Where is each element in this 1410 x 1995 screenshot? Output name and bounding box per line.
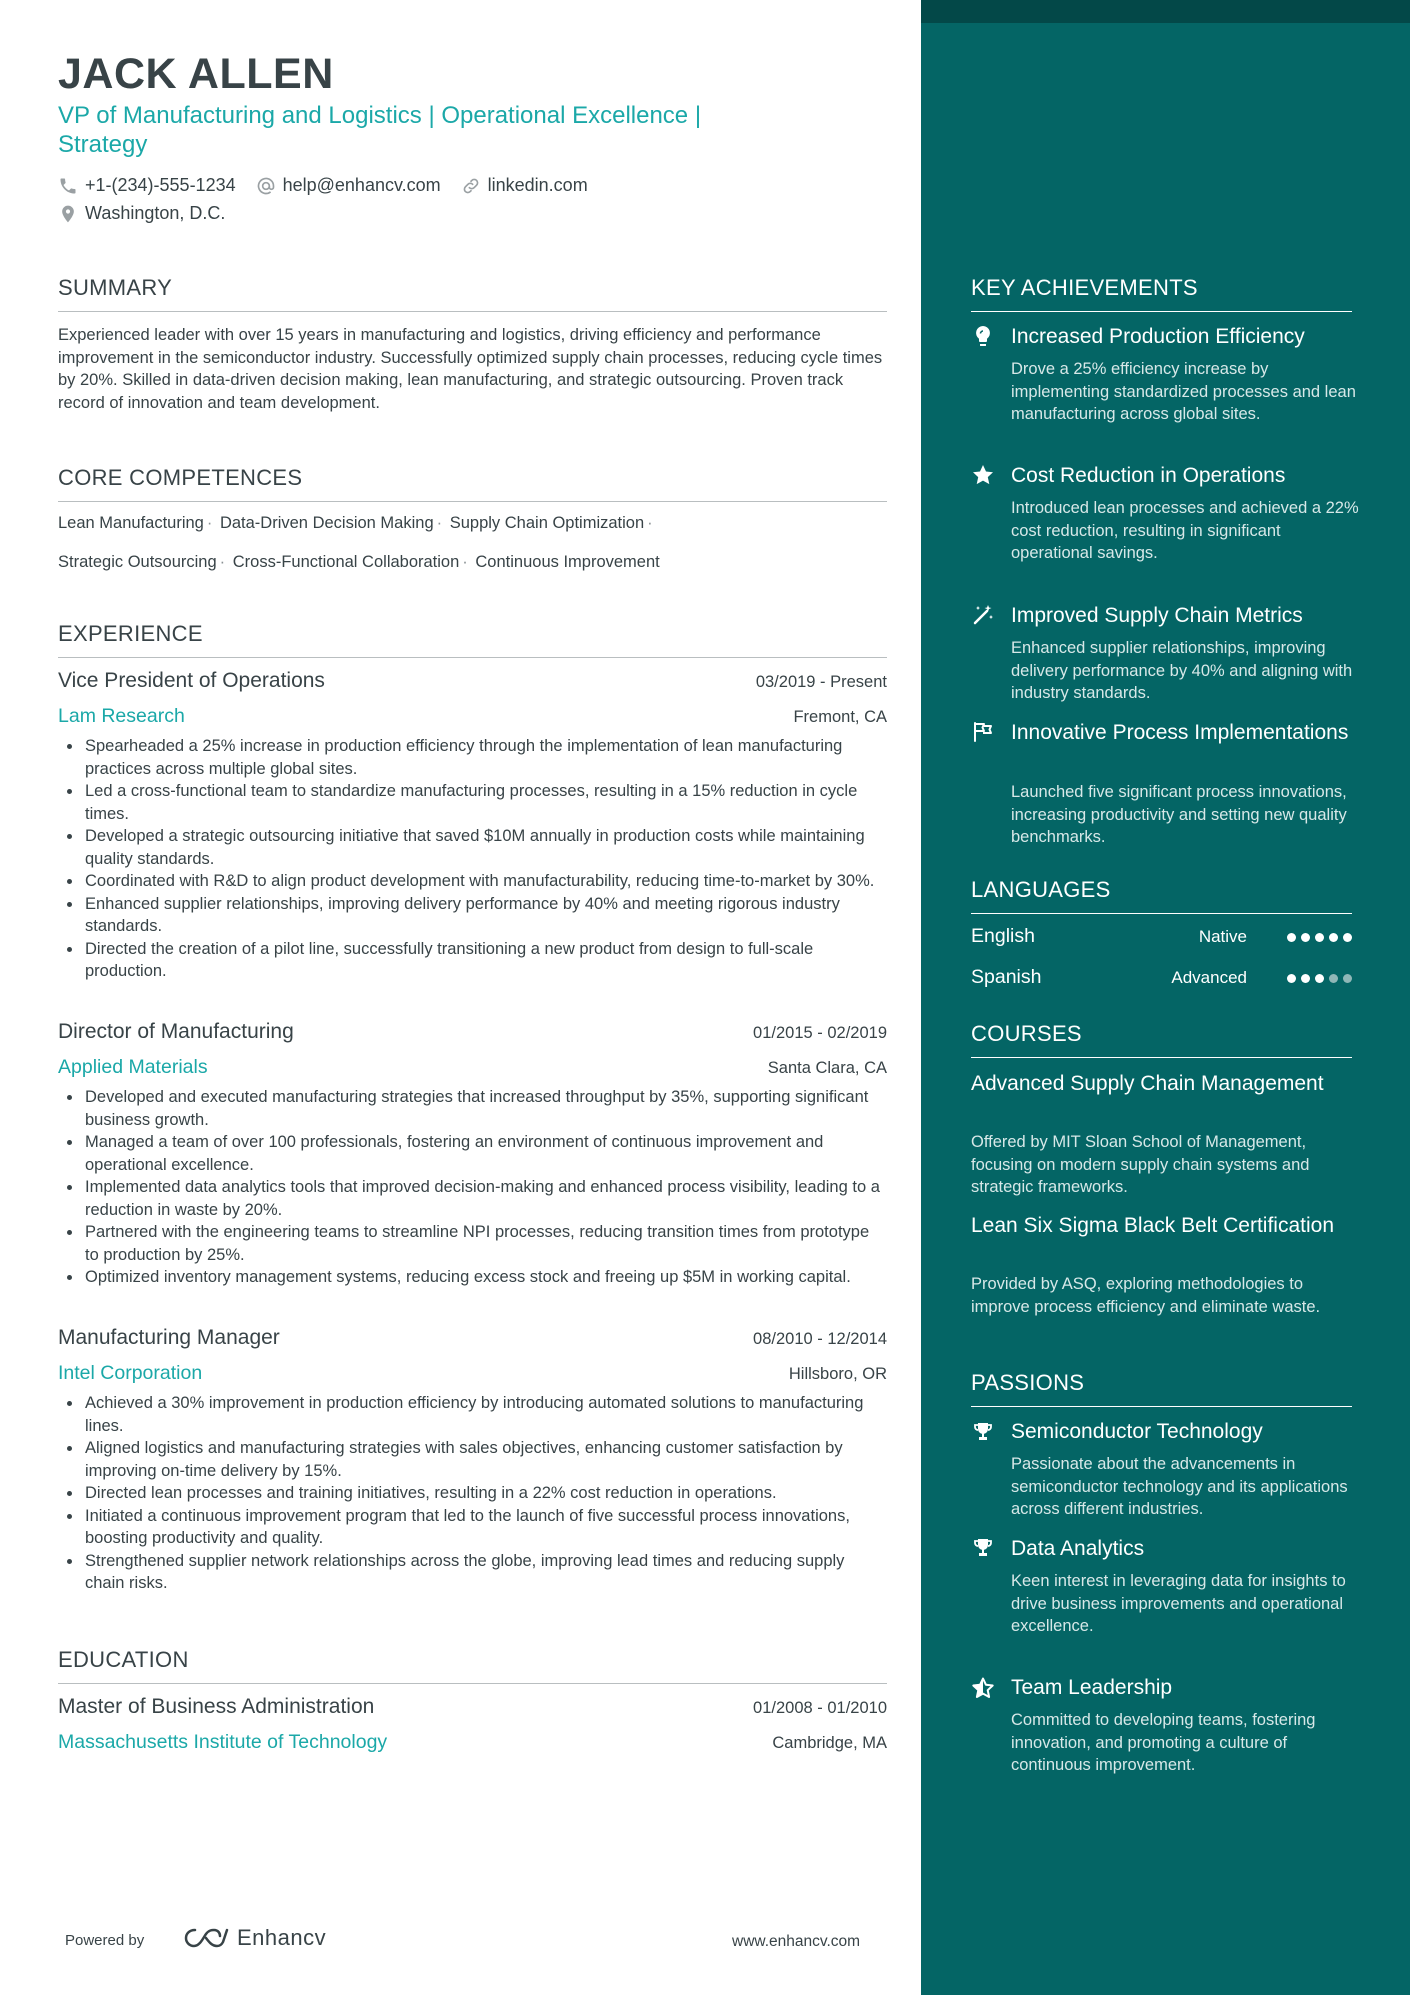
job-header (58, 669, 887, 693)
school-location: Cambridge, MA (772, 1734, 887, 1752)
job-dates: 03/2019 - Present (755, 673, 887, 691)
linkedin-text: linkedin.com (487, 175, 588, 195)
competence-item: Strategic Outsourcing (58, 553, 217, 571)
job-dates: 08/2010 - 12/2014 (753, 1330, 887, 1348)
competences-heading: CORE COMPETENCES (58, 465, 887, 502)
job-bullet: Led a cross-functional team to standardize manufacturing processes, resulting in a 15% reduction in cycle times. (58, 780, 887, 825)
job-bullet: Spearheaded a 25% increase in production efficiency through the implementation of lean manufacturing practices across multiple global sites. (58, 735, 887, 780)
job-company-row (58, 1056, 887, 1079)
achievement-title: Innovative Process Implementations (1011, 721, 1349, 744)
powered-by-text: Powered by (65, 1932, 145, 1949)
phone-contact[interactable] (58, 175, 236, 196)
job-bullet: Directed lean processes and training initiatives, resulting in a 22% cost reduction in operations. (58, 1482, 887, 1505)
language-name: Spanish (971, 966, 1042, 988)
job-bullets (58, 1392, 887, 1595)
language-level: Advanced (1171, 968, 1247, 987)
location-contact (58, 203, 225, 224)
courses-heading: COURSES (971, 1021, 1352, 1058)
location-row (58, 203, 245, 224)
competence-item: Cross-Functional Collaboration (232, 553, 460, 571)
job-bullet: Developed and executed manufacturing strategies that increased throughput by 35%, supporting significant business growth. (58, 1086, 887, 1131)
rating-dot (1301, 933, 1310, 942)
rating-dot (1287, 933, 1296, 942)
job-bullet: Initiated a continuous improvement program that led to the launch of five successful process innovations, boosting productivity and quality. (58, 1505, 887, 1550)
job-bullet: Achieved a 30% improvement in production efficiency by introducing automated solutions to manufacturing lines. (58, 1392, 887, 1437)
school-name: Massachusetts Institute of Technology (58, 1731, 388, 1753)
job-title: Director of Manufacturing (58, 1020, 294, 1043)
at-icon (256, 176, 276, 196)
location-pin-icon (58, 204, 78, 224)
job-title: Vice President of Operations (58, 669, 325, 692)
language-rating (1282, 974, 1352, 983)
job-location: Santa Clara, CA (767, 1059, 887, 1077)
passion-desc: Committed to developing teams, fostering innovation, and promoting a culture of continuous improvement. (1011, 1711, 1316, 1774)
job-title: Manufacturing Manager (58, 1326, 280, 1349)
education-header (58, 1695, 887, 1719)
enhancv-logo[interactable] (183, 1925, 326, 1951)
trophy-icon (971, 1420, 995, 1444)
language-name: English (971, 925, 1035, 947)
competence-item: Supply Chain Optimization (449, 514, 645, 532)
email-text: help@enhancv.com (282, 175, 441, 195)
trophy-icon (971, 1536, 995, 1560)
competences-line-2: Strategic Outsourcing · Cross-Functional Collaboration · Continuous Improvement (58, 553, 660, 571)
languages-heading: LANGUAGES (971, 877, 1352, 914)
education-dates: 01/2008 - 01/2010 (753, 1699, 887, 1717)
achievement-title: Improved Supply Chain Metrics (1011, 604, 1303, 627)
job-bullets (58, 735, 887, 983)
rating-dot (1343, 974, 1352, 983)
summary-heading: SUMMARY (58, 275, 887, 312)
star-icon (971, 463, 995, 487)
job-bullet: Optimized inventory management systems, reducing excess stock and freeing up $5M in working capital. (58, 1266, 887, 1289)
contact-row (58, 175, 608, 196)
job-company-row (58, 1362, 887, 1385)
passion-desc: Passionate about the advancements in semiconductor technology and its applications across different industries. (1011, 1455, 1348, 1518)
achievement-title: Cost Reduction in Operations (1011, 464, 1286, 487)
language-level: Native (1198, 927, 1247, 946)
passion-title: Semiconductor Technology (1011, 1420, 1263, 1443)
rating-dot (1329, 974, 1338, 983)
degree-title: Master of Business Administration (58, 1695, 375, 1718)
job-bullet: Managed a team of over 100 professionals, fostering an environment of continuous improvement and operational excellence. (58, 1131, 887, 1176)
achievement-desc: Introduced lean processes and achieved a 22% cost reduction, resulting in significant operational savings. (1011, 499, 1359, 562)
rating-dot (1343, 933, 1352, 942)
lightbulb-icon (971, 324, 995, 348)
education-heading: EDUCATION (58, 1647, 887, 1684)
star-outline-icon (971, 1676, 995, 1700)
magic-wand-icon (971, 603, 995, 627)
job-company-row (58, 705, 887, 728)
candidate-name: JACK ALLEN (58, 50, 334, 98)
passion-title: Team Leadership (1011, 1676, 1173, 1699)
rating-dot (1315, 974, 1324, 983)
enhancv-logo-icon (183, 1926, 229, 1950)
job-bullet: Coordinated with R&D to align product development with manufacturability, reducing time-to-market by 30%. (58, 870, 887, 893)
job-company: Intel Corporation (58, 1362, 203, 1384)
job-company: Applied Materials (58, 1056, 208, 1078)
achievement-desc: Drove a 25% efficiency increase by implementing standardized processes and lean manufacturing across global sites. (1011, 360, 1356, 423)
job-bullet: Strengthened supplier network relationships across the globe, improving lead times and reducing supply chain risks. (58, 1550, 887, 1595)
sidebar-top-band (921, 0, 1410, 23)
competence-item: Continuous Improvement (475, 553, 660, 571)
enhancv-brand-text: Enhancv (237, 1925, 327, 1950)
language-rating (1282, 933, 1352, 942)
job-bullet: Developed a strategic outsourcing initiative that saved $10M annually in production costs while maintaining quality standards. (58, 825, 887, 870)
passion-desc: Keen interest in leveraging data for insights to drive business improvements and operational excellence. (1011, 1572, 1346, 1635)
candidate-title: VP of Manufacturing and Logistics | Operational Excellence | Strategy (58, 102, 702, 158)
job-bullet: Directed the creation of a pilot line, successfully transitioning a new product from design to full-scale production. (58, 938, 887, 983)
job-dates: 01/2015 - 02/2019 (753, 1024, 887, 1042)
passion-title: Data Analytics (1011, 1537, 1145, 1560)
experience-heading: EXPERIENCE (58, 621, 887, 658)
linkedin-contact[interactable] (461, 175, 588, 196)
location-text: Washington, D.C. (85, 203, 226, 223)
link-icon (461, 176, 481, 196)
achievement-desc: Launched five significant process innovations, increasing productivity and setting new quality benchmarks. (1011, 783, 1347, 846)
education-school-row (58, 1731, 887, 1754)
job-location: Hillsboro, OR (788, 1365, 887, 1383)
job-bullets (58, 1086, 887, 1289)
job-bullet: Aligned logistics and manufacturing strategies with sales objectives, enhancing customer satisfaction by improving on-time delivery by 15%. (58, 1437, 887, 1482)
job-header (58, 1020, 887, 1044)
job-location: Fremont, CA (793, 708, 887, 726)
footer-url[interactable]: www.enhancv.com (732, 1933, 861, 1950)
passions-heading: PASSIONS (971, 1370, 1352, 1407)
rating-dot (1329, 933, 1338, 942)
achievement-desc: Enhanced supplier relationships, improving delivery performance by 40% and aligning with industry standards. (1011, 639, 1353, 702)
job-header (58, 1326, 887, 1350)
course-desc: Provided by ASQ, exploring methodologies to improve process efficiency and eliminate waste. (971, 1275, 1321, 1316)
rating-dot (1301, 974, 1310, 983)
course-title: Advanced Supply Chain Management (971, 1072, 1324, 1095)
phone-text: +1-(234)-555-1234 (85, 175, 236, 195)
course-desc: Offered by MIT Sloan School of Management, focusing on modern supply chain systems and strategic frameworks. (971, 1133, 1310, 1196)
competence-item: Lean Manufacturing (58, 514, 204, 532)
competences-line-1: Lean Manufacturing · Data-Driven Decision Making · Supply Chain Optimization · (58, 514, 653, 532)
achievement-title: Increased Production Efficiency (1011, 325, 1305, 348)
job-bullet: Partnered with the engineering teams to streamline NPI processes, reducing transition times from prototype to production by 25%. (58, 1221, 887, 1266)
course-title: Lean Six Sigma Black Belt Certification (971, 1214, 1334, 1237)
email-contact[interactable] (256, 175, 441, 196)
sidebar-column (921, 0, 1410, 1995)
competence-item: Data-Driven Decision Making (219, 514, 434, 532)
phone-icon (58, 176, 78, 196)
summary-text: Experienced leader with over 15 years in manufacturing and logistics, driving efficiency and performance improvement in the semiconductor industry. Successfully optimized supply chain processes, reducing cycle times by 20%. Skilled in data-driven decision making, lean manufacturing, and strategic outsourcing. Proven track record of innovation and team development. (58, 326, 883, 412)
rating-dot (1315, 933, 1324, 942)
achievements-heading: KEY ACHIEVEMENTS (971, 275, 1352, 312)
language-row (971, 966, 1352, 992)
flag-icon (971, 720, 995, 744)
job-bullet: Implemented data analytics tools that improved decision-making and enhanced process visibility, leading to a reduction in waste by 20%. (58, 1176, 887, 1221)
job-bullet: Enhanced supplier relationships, improving delivery performance by 40% and meeting rigorous industry standards. (58, 893, 887, 938)
rating-dot (1287, 974, 1296, 983)
job-company: Lam Research (58, 705, 185, 727)
language-row (971, 925, 1352, 951)
